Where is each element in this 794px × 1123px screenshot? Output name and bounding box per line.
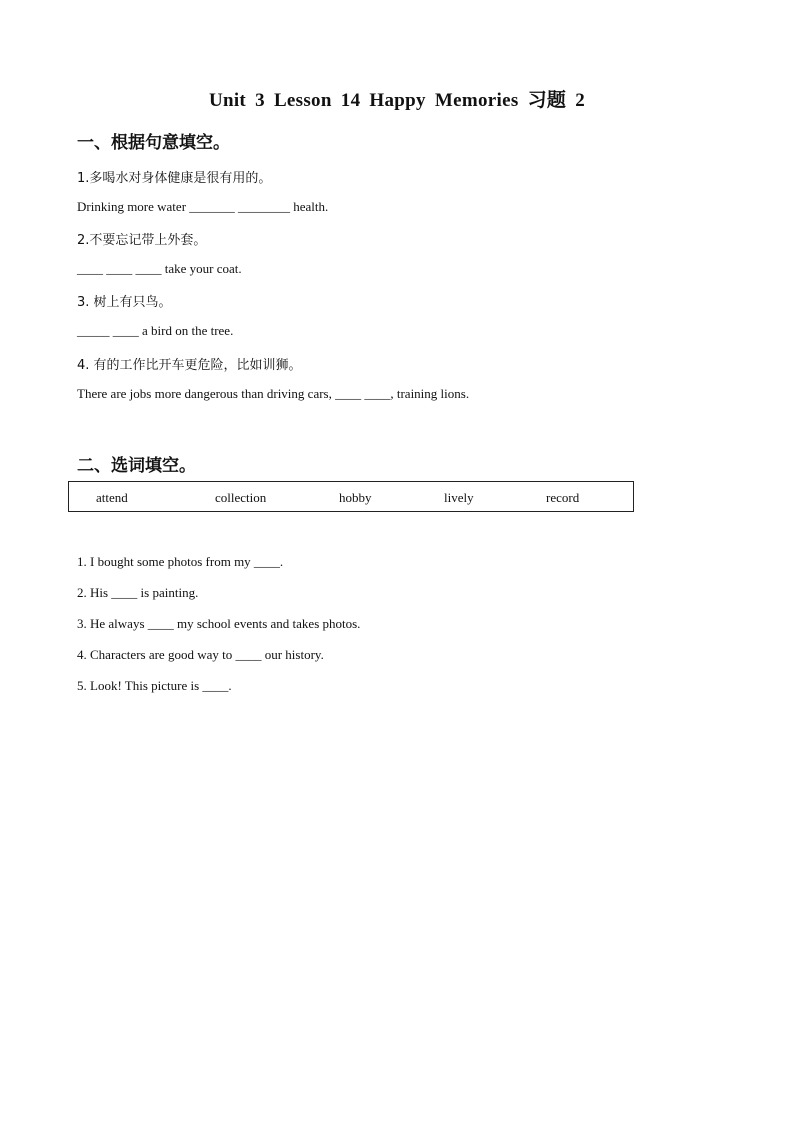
word-bank-item: record	[546, 490, 580, 505]
section1-item1-sentence: Drinking more water _______ ________ health.	[77, 199, 329, 214]
section2-item3: 3. He always ____ my school events and takes photos.	[77, 616, 361, 631]
section1-item2-sentence: ____ ____ ____ take your coat.	[77, 261, 242, 276]
section2-item1: 1. I bought some photos from my ____.	[77, 554, 284, 569]
section2-item5: 5. Look! This picture is ____.	[77, 678, 232, 693]
section1-item2-prompt: 2.不要忘记带上外套。	[77, 233, 207, 248]
word-bank-box	[68, 481, 634, 512]
section1-item3-sentence: _____ ____ a bird on the tree.	[77, 323, 234, 338]
word-bank-item: attend	[96, 490, 128, 505]
word-bank-item: hobby	[339, 490, 372, 505]
section1-item1-prompt: 1.多喝水对身体健康是很有用的。	[77, 171, 272, 186]
word-bank-item: collection	[215, 490, 267, 505]
section2-item4: 4. Characters are good way to ____ our history.	[77, 647, 324, 662]
section1-item4-sentence: There are jobs more dangerous than driving cars, ____ ____, training lions.	[77, 386, 470, 401]
section1-item3-prompt: 3. 树上有只鸟。	[77, 295, 172, 310]
section2-item2: 2. His ____ is painting.	[77, 585, 199, 600]
word-bank-item: lively	[444, 490, 474, 505]
page-title: Unit 3 Lesson 14 Happy Memories 习题 2	[208, 90, 586, 111]
section2-heading: 二、选词填空。	[77, 456, 196, 476]
section1-heading: 一、根据句意填空。	[77, 133, 230, 153]
section1-item4-prompt: 4. 有的工作比开车更危险，比如训狮。	[77, 358, 302, 373]
